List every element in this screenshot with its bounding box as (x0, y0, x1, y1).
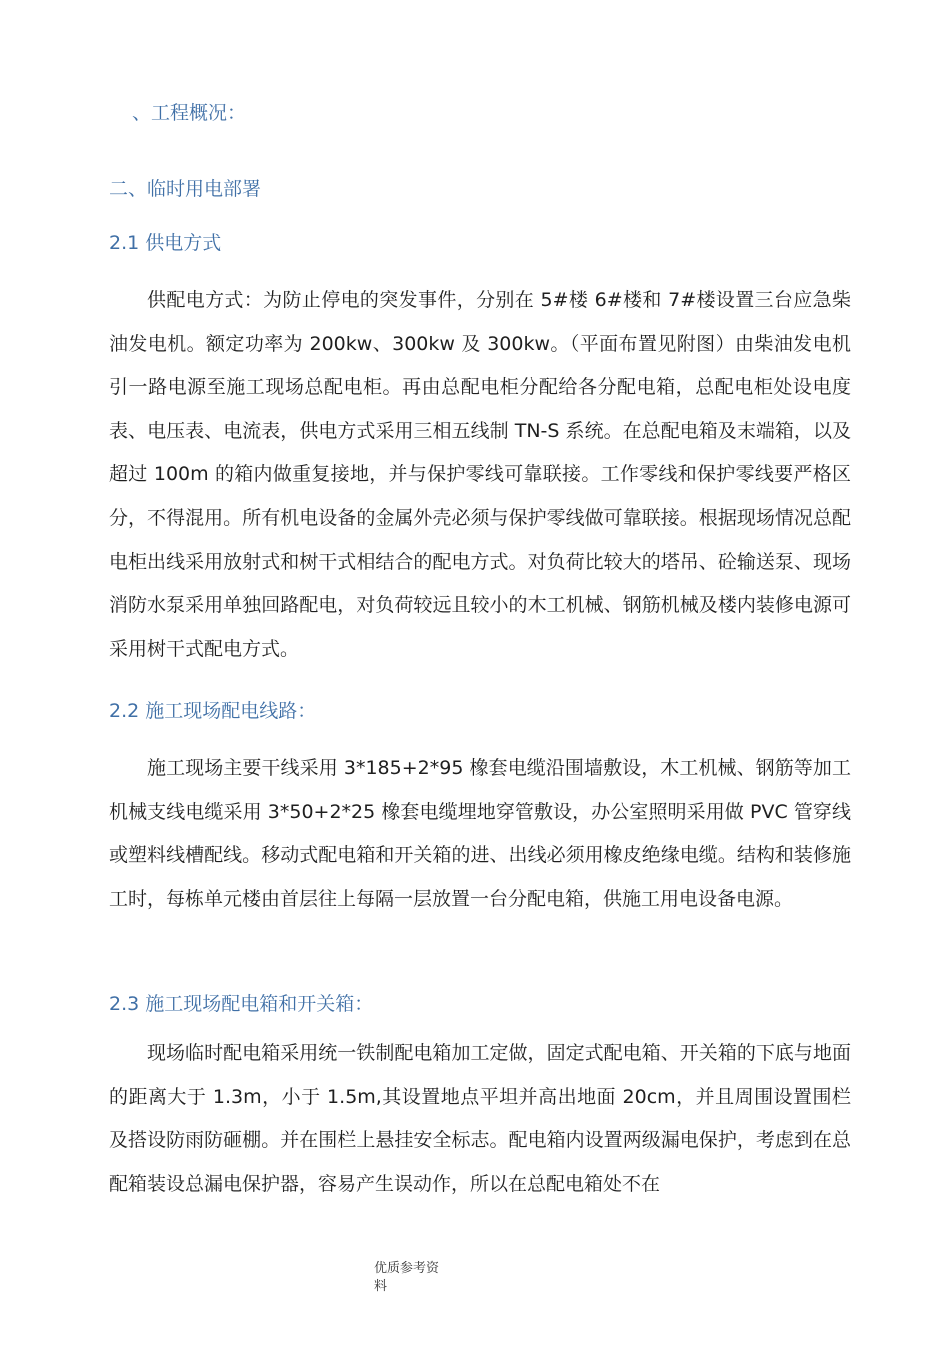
temp-power-heading: 二、临时用电部署 (109, 178, 262, 200)
overview-heading: 、工程概况： (132, 102, 247, 124)
supply-paragraph: 供配电方式：为防止停电的突发事件，分别在 5#楼 6#楼和 7#楼设置三台应急柴油发电机。额定功率为 200kw、300kw 及 300kw。（平面布置见附图）由柴油发电机引一路电源至施工现场总配电柜。再由总配电柜分配给各分配电箱，总配电柜处设电度表、电压表、电流表，供电方式采用三相五线制 TN-S 系统。在总配电箱及末端箱，以及超过 100m 的箱内做重复接地，并与保护零线可靠联接。工作零线和保护零线要严格区分，不得混用。所有机电设备的金属外壳必须与保护零线做可靠联接。根据现场情况总配电柜出线采用放射式和树干式相结合的配电方式。对负荷比较大的塔吊、砼输送泵、现场消防水泵采用单独回路配电，对负荷较远且较小的木工机械、钢筋机械及楼内装修电源可采用树干式配电方式。 (109, 289, 851, 660)
lines-paragraph: 施工现场主要干线采用 3*185+2*95 橡套电缆沿围墙敷设，木工机械、钢筋等加工机械支线电缆采用 3*50+2*25 橡套电缆埋地穿管敷设，办公室照明采用做 PVC 管穿线或塑料线槽配线。移动式配电箱和开关箱的进、出线必须用橡皮绝缘电缆。结构和装修施工时，每栋单元楼由首层往上每隔一层放置一台分配电箱，供施工用电设备电源。 (109, 757, 851, 910)
supply-heading: 2.1 供电方式 (109, 232, 222, 254)
page-footer: 优质参考资料 (374, 1261, 440, 1294)
lines-heading: 2.2 施工现场配电线路： (109, 700, 317, 722)
boxes-heading: 2.3 施工现场配电箱和开关箱： (109, 993, 374, 1015)
boxes-paragraph: 现场临时配电箱采用统一铁制配电箱加工定做，固定式配电箱、开关箱的下底与地面的距离大于 1.3m，小于 1.5m,其设置地点平坦并高出地面 20cm，并且周围设置围栏及搭设防雨防砸棚。并在围栏上悬挂安全标志。配电箱内设置两级漏电保护，考虑到在总配箱装设总漏电保护器，容易产生误动作，所以在总配电箱处不在 (109, 1042, 851, 1195)
